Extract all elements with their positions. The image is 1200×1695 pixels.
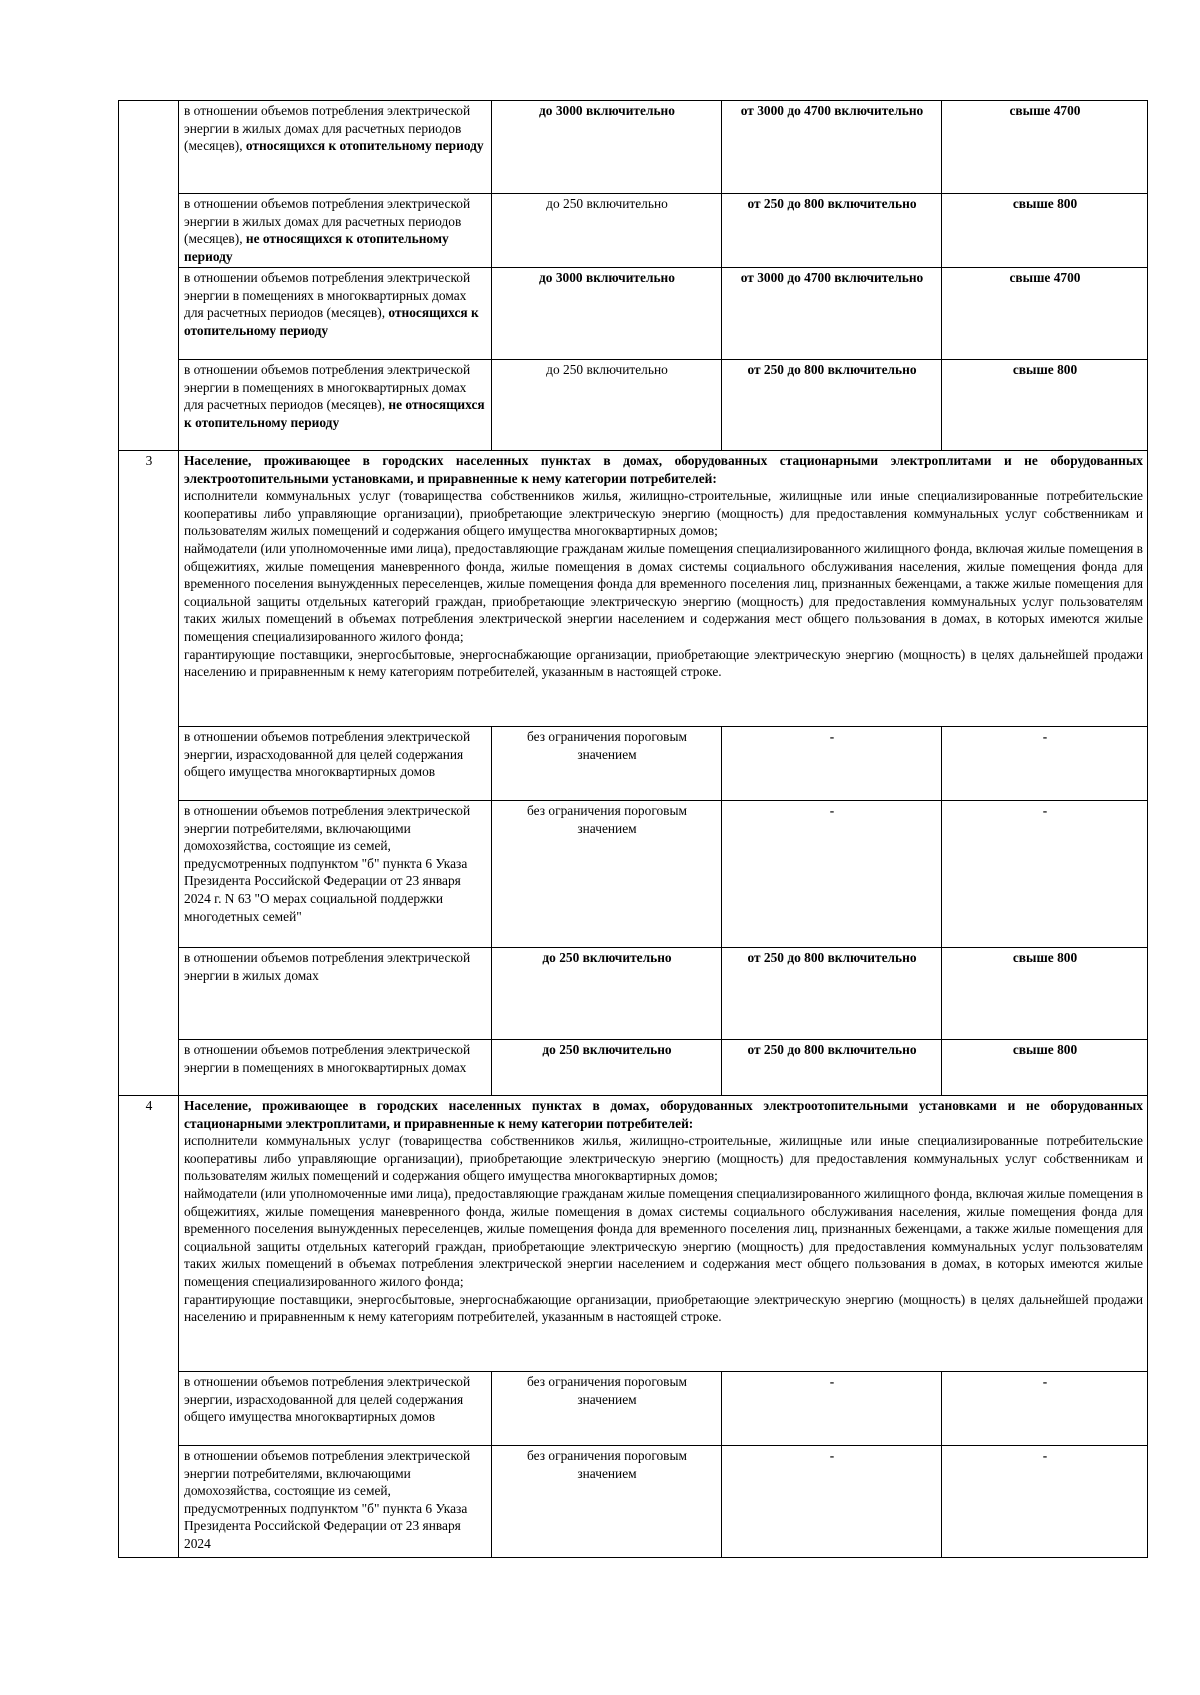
threshold-range-1: до 3000 включительно	[492, 268, 722, 360]
threshold-range-2: от 250 до 800 включительно	[722, 194, 942, 268]
table-row	[119, 360, 1148, 451]
section-paragraph: наймодатели (или уполномоченные ими лица), предоставляющие гражданам жилые помещения специализированного жилищного фонда, включая жилые помещения в общежитиях, жилые помещения маневренного фонда, жилые помещения в домах системы социального обслуживания населения, жилые помещения фонда для временного поселения вынужденных переселенцев, жилые помещения фонда для временного поселения лиц, признанных беженцами, а также жилые помещения для социальной защиты отдельных категорий граждан, приобретающие электрическую энергию (мощность) для предоставления коммунальных услуг пользователям таких жилых помещений в объемах потребления электрической энергии населением и содержания мест общего пользования в домах, в которых имеются жилые помещения специализированного жилого фонда;	[184, 1185, 1143, 1289]
section-heading: Население, проживающее в городских населенных пунктах в домах, оборудованных стационарными электроплитами и не оборудованных электроотопительными установками, и приравненные к нему категории потребителей:	[184, 453, 1143, 486]
threshold-range-1: без ограничения пороговым значением	[492, 727, 722, 801]
table-row	[119, 1040, 1148, 1096]
row-number: 4	[119, 1096, 179, 1558]
section-paragraph: гарантирующие поставщики, энергосбытовые, энергоснабжающие организации, приобретающие электрическую энергию (мощность) в целях дальнейшей продажи населению и приравненным к нему категориям потребителей, указанным в настоящей строке.	[184, 1291, 1143, 1325]
table-row	[119, 194, 1148, 268]
consumption-description: в отношении объемов потребления электрической энергии в помещениях в многоквартирных домах для расчетных периодов (месяцев), относящихся к отопительному периоду	[179, 268, 492, 360]
threshold-range-3: свыше 800	[942, 194, 1148, 268]
threshold-range-3: -	[942, 801, 1148, 948]
table-row	[119, 801, 1148, 948]
threshold-range-3: -	[942, 1372, 1148, 1446]
table-row	[119, 1372, 1148, 1446]
threshold-range-1: до 250 включительно	[492, 1040, 722, 1096]
section-heading: Население, проживающее в городских населенных пунктах в домах, оборудованных электроотопительными установками и не оборудованных стационарными электроплитами, и приравненные к нему категории потребителей:	[184, 1098, 1143, 1131]
table-row	[119, 101, 1148, 194]
threshold-range-1: до 250 включительно	[492, 948, 722, 1040]
section-header-row	[119, 451, 1148, 727]
consumption-description: в отношении объемов потребления электрической энергии потребителями, включающими домохозяйства, состоящие из семей, предусмотренных подпунктом "б" пункта 6 Указа Президента Российской Федерации от 23 января 2024 г. N 63 "О мерах социальной поддержки многодетных семей"	[179, 801, 492, 948]
section-paragraph: наймодатели (или уполномоченные ими лица), предоставляющие гражданам жилые помещения специализированного жилищного фонда, включая жилые помещения в общежитиях, жилые помещения маневренного фонда, жилые помещения в домах системы социального обслуживания населения, жилые помещения фонда для временного поселения вынужденных переселенцев, жилые помещения фонда для временного поселения лиц, признанных беженцами, а также жилые помещения для социальной защиты отдельных категорий граждан, приобретающие электрическую энергию (мощность) для предоставления коммунальных услуг пользователям таких жилых помещений в объемах потребления электрической энергии населением и содержания мест общего пользования в домах, в которых имеются жилые помещения специализированного жилого фонда;	[184, 540, 1143, 644]
table-row	[119, 948, 1148, 1040]
consumption-description: в отношении объемов потребления электрической энергии в жилых домах для расчетных периодов (месяцев), относящихся к отопительному периоду	[179, 101, 492, 194]
table-row	[119, 727, 1148, 801]
consumption-description: в отношении объемов потребления электрической энергии потребителями, включающими домохозяйства, состоящие из семей, предусмотренных подпунктом "б" пункта 6 Указа Президента Российской Федерации от 23 января 2024	[179, 1446, 492, 1558]
section-paragraph: гарантирующие поставщики, энергосбытовые, энергоснабжающие организации, приобретающие электрическую энергию (мощность) в целях дальнейшей продажи населению и приравненным к нему категориям потребителей, указанным в настоящей строке.	[184, 646, 1143, 680]
threshold-range-2: от 3000 до 4700 включительно	[722, 268, 942, 360]
table-row	[119, 268, 1148, 360]
section-description	[179, 451, 1148, 727]
threshold-range-2: от 250 до 800 включительно	[722, 360, 942, 451]
threshold-range-1: без ограничения пороговым значением	[492, 1372, 722, 1446]
consumption-description: в отношении объемов потребления электрической энергии в помещениях в многоквартирных домах	[179, 1040, 492, 1096]
threshold-range-2: -	[722, 1372, 942, 1446]
threshold-range-2: -	[722, 1446, 942, 1558]
threshold-range-2: от 250 до 800 включительно	[722, 948, 942, 1040]
consumption-description: в отношении объемов потребления электрической энергии в жилых домах	[179, 948, 492, 1040]
section-paragraph: исполнители коммунальных услуг (товарищества собственников жилья, жилищно-строительные, жилищные или иные специализированные потребительские кооперативы либо управляющие организации), приобретающие электрическую энергию (мощность) для предоставления коммунальных услуг собственникам и пользователям жилых помещений и содержания общего имущества многоквартирных домов;	[184, 488, 1143, 539]
consumption-description: в отношении объемов потребления электрической энергии, израсходованной для целей содержания общего имущества многоквартирных домов	[179, 1372, 492, 1446]
threshold-range-3: свыше 800	[942, 1040, 1148, 1096]
threshold-range-3: -	[942, 727, 1148, 801]
threshold-range-1: без ограничения пороговым значением	[492, 801, 722, 948]
table-row	[119, 1446, 1148, 1558]
threshold-range-3: свыше 800	[942, 948, 1148, 1040]
threshold-range-3: свыше 4700	[942, 101, 1148, 194]
threshold-range-1: без ограничения пороговым значением	[492, 1446, 722, 1558]
consumption-description: в отношении объемов потребления электрической энергии в помещениях в многоквартирных домах для расчетных периодов (месяцев), не относящихся к отопительному периоду	[179, 360, 492, 451]
threshold-range-3: свыше 800	[942, 360, 1148, 451]
threshold-range-2: от 250 до 800 включительно	[722, 1040, 942, 1096]
threshold-range-2: -	[722, 801, 942, 948]
consumption-description: в отношении объемов потребления электрической энергии, израсходованной для целей содержания общего имущества многоквартирных домов	[179, 727, 492, 801]
section-header-row	[119, 1096, 1148, 1372]
threshold-range-2: от 3000 до 4700 включительно	[722, 101, 942, 194]
row-number: 3	[119, 451, 179, 1096]
threshold-range-1: до 250 включительно	[492, 360, 722, 451]
section-description	[179, 1096, 1148, 1372]
threshold-range-3: -	[942, 1446, 1148, 1558]
threshold-range-1: до 3000 включительно	[492, 101, 722, 194]
row-number-cell	[119, 101, 179, 451]
threshold-range-2: -	[722, 727, 942, 801]
tariff-table	[118, 100, 1148, 1558]
threshold-range-3: свыше 4700	[942, 268, 1148, 360]
threshold-range-1: до 250 включительно	[492, 194, 722, 268]
section-paragraph: исполнители коммунальных услуг (товарищества собственников жилья, жилищно-строительные, жилищные или иные специализированные потребительские кооперативы либо управляющие организации), приобретающие электрическую энергию (мощность) для предоставления коммунальных услуг собственникам и пользователям жилых помещений и содержания общего имущества многоквартирных домов;	[184, 1133, 1143, 1184]
consumption-description: в отношении объемов потребления электрической энергии в жилых домах для расчетных периодов (месяцев), не относящихся к отопительному периоду	[179, 194, 492, 268]
